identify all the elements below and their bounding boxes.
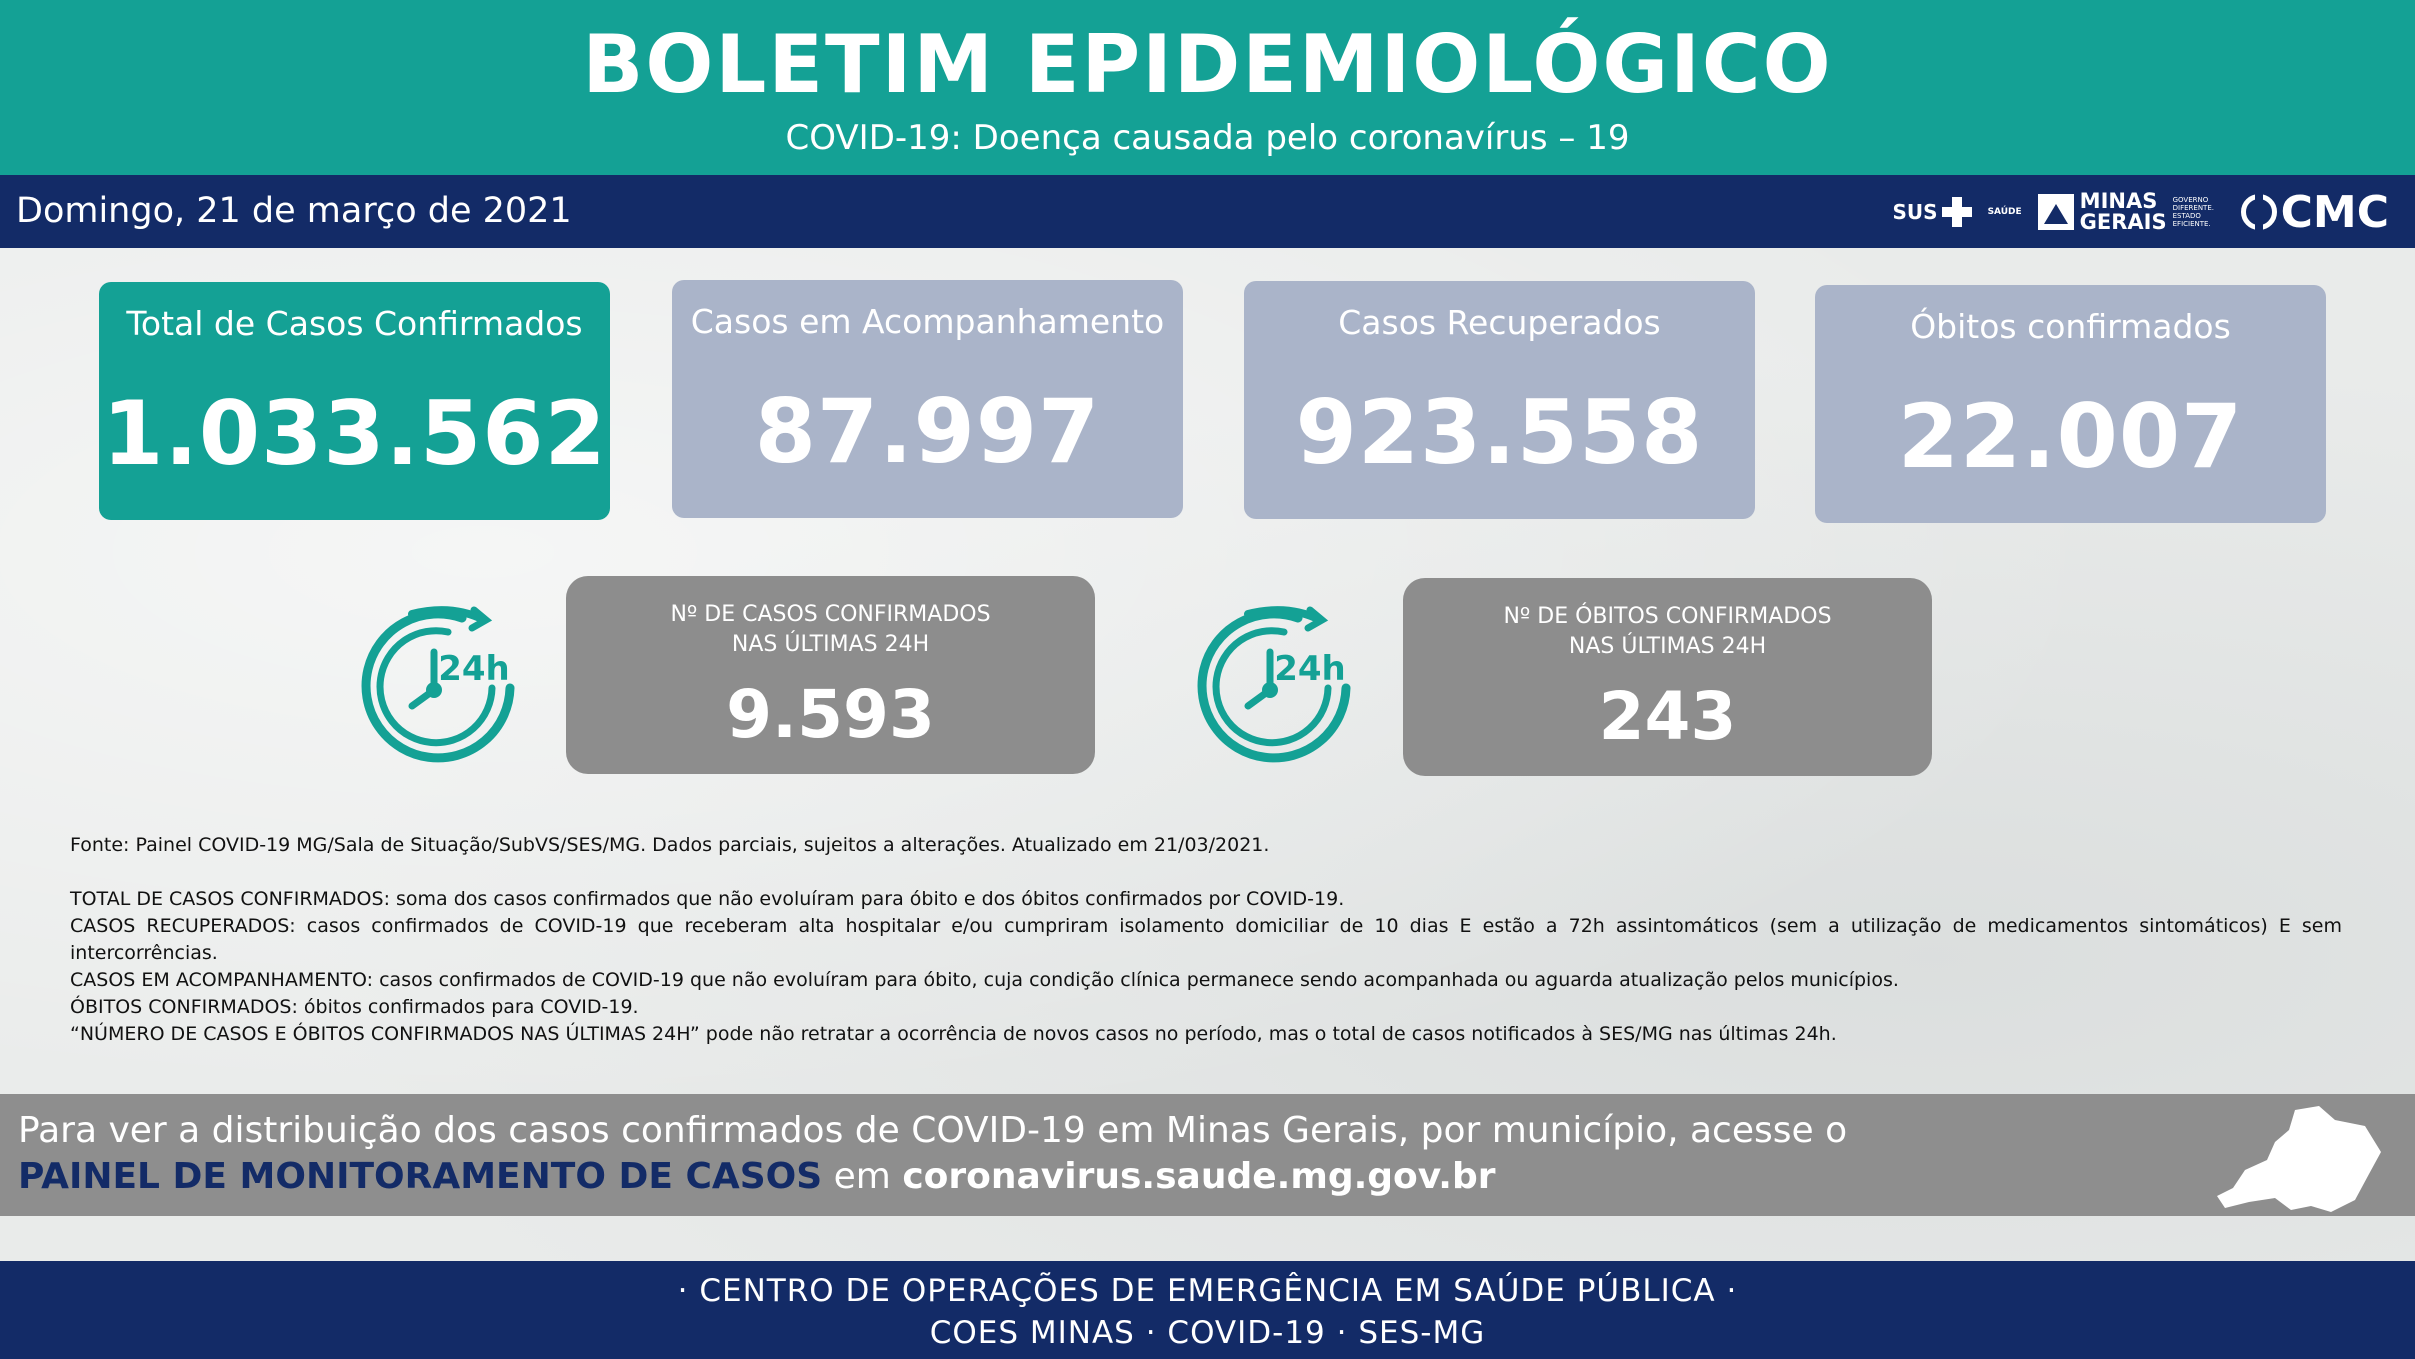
stat-card-recuperados [1244,281,1755,519]
stat-card-acompanhamento [672,280,1183,518]
minas-gerais-line2: GERAIS [2079,210,2167,234]
stat-label: Casos Recuperados [1338,303,1661,342]
band-link-line [18,1156,1496,1197]
note-recuperados: CASOS RECUPERADOS: casos confirmados de COVID-19 que receberam alta hospitalar e/ou cumpriram isolamento domiciliar de 10 dias E estão a 72h assintomáticos (sem a utilização de medicamentos sintomáticos) E sem intercorrências. [70,915,2342,964]
last24h-cases-label [566,600,1095,660]
page-subtitle: COVID-19: Doença causada pelo coronavírus – 19 [785,118,1630,158]
cmc-logo-text: CMC [2280,186,2389,238]
mountain-icon [2038,194,2074,230]
sus-logo-text: SUS [1892,200,1938,224]
cmc-mark-icon [2241,194,2277,230]
panel-link-band [0,1094,2415,1216]
clock-24h-icon [352,600,522,770]
page-title: BOLETIM EPIDEMIOLÓGICO [582,18,1833,111]
last24h-deaths-line2: NAS ÚLTIMAS 24H [1568,634,1767,659]
minas-gerais-logo [2038,191,2225,233]
last24h-cases-line2: NAS ÚLTIMAS 24H [731,632,930,657]
notes-section [70,832,2342,1048]
band-text: Para ver a distribuição dos casos confirmados de COVID-19 em Minas Gerais, por município, acesse o [18,1110,1848,1151]
stat-label: Total de Casos Confirmados [126,304,583,343]
last24h-cases-line1: Nº DE CASOS CONFIRMADOS [670,602,991,627]
last24h-cases-box [566,576,1095,774]
last24h-deaths-label [1403,602,1932,662]
clock-24h-icon [1188,600,1358,770]
logo-group [1893,185,2390,239]
minas-gerais-line1: MINAS [2079,189,2158,213]
clock-label-left: 24h [438,649,510,689]
note-source: Fonte: Painel COVID-19 MG/Sala de Situação/SubVS/SES/MG. Dados parciais, sujeitos a alterações. Atualizado em 21/03/2021. [70,834,1270,856]
stat-value: 22.007 [1897,385,2244,488]
stat-card-obitos [1815,285,2326,523]
footer [0,1261,2415,1359]
date-bar [0,175,2415,248]
cmc-logo [2241,187,2389,238]
plus-icon [1942,197,1972,227]
footer-line1: · CENTRO DE OPERAÇÕES DE EMERGÊNCIA EM SAÚDE PÚBLICA · [677,1273,1738,1309]
stat-label: Óbitos confirmados [1910,307,2231,346]
last24h-deaths-line1: Nº DE ÓBITOS CONFIRMADOS [1503,604,1832,629]
stat-value: 87.997 [754,380,1101,483]
minas-gerais-tagline: GOVERNO DIFERENTE. ESTADO EFICIENTE. [2172,196,2214,228]
site-url-link[interactable]: coronavirus.saude.mg.gov.br [902,1156,1496,1197]
panel-link[interactable]: PAINEL DE MONITORAMENTO DE CASOS [18,1156,823,1197]
stat-value: 1.033.562 [102,382,607,485]
footer-line2: COES MINAS · COVID-19 · SES-MG [929,1315,1486,1351]
last24h-deaths-box [1403,578,1932,776]
stat-card-total [99,282,610,520]
minas-gerais-name [2080,191,2167,233]
sus-logo [1893,197,1972,227]
note-numero: “NÚMERO DE CASOS E ÓBITOS CONFIRMADOS NAS ÚLTIMAS 24H” pode não retratar a ocorrência de novos casos no período, mas o total de casos notificados à SES/MG nas últimas 24h. [70,1023,1837,1045]
note-obitos: ÓBITOS CONFIRMADOS: óbitos confirmados para COVID-19. [70,996,639,1018]
note-total: TOTAL DE CASOS CONFIRMADOS: soma dos casos confirmados que não evoluíram para óbito e dos óbitos confirmados por COVID-19. [70,888,1345,910]
stat-label: Casos em Acompanhamento [690,302,1165,341]
header [0,0,2415,175]
clock-label-right: 24h [1274,649,1346,689]
note-acompanhamento: CASOS EM ACOMPANHAMENTO: casos confirmados de COVID-19 que não evoluíram para óbito, cuja condição clínica permanece sendo acompanhada ou aguarda atualização pelos municípios. [70,969,1899,991]
last24h-deaths-value: 243 [1598,678,1737,755]
stat-value: 923.558 [1295,381,1704,484]
band-em: em [822,1156,903,1197]
report-date: Domingo, 21 de março de 2021 [16,191,572,231]
saude-label: SAÚDE [1987,207,2022,217]
last24h-cases-value: 9.593 [726,676,935,753]
minas-gerais-map-icon [2215,1104,2385,1216]
